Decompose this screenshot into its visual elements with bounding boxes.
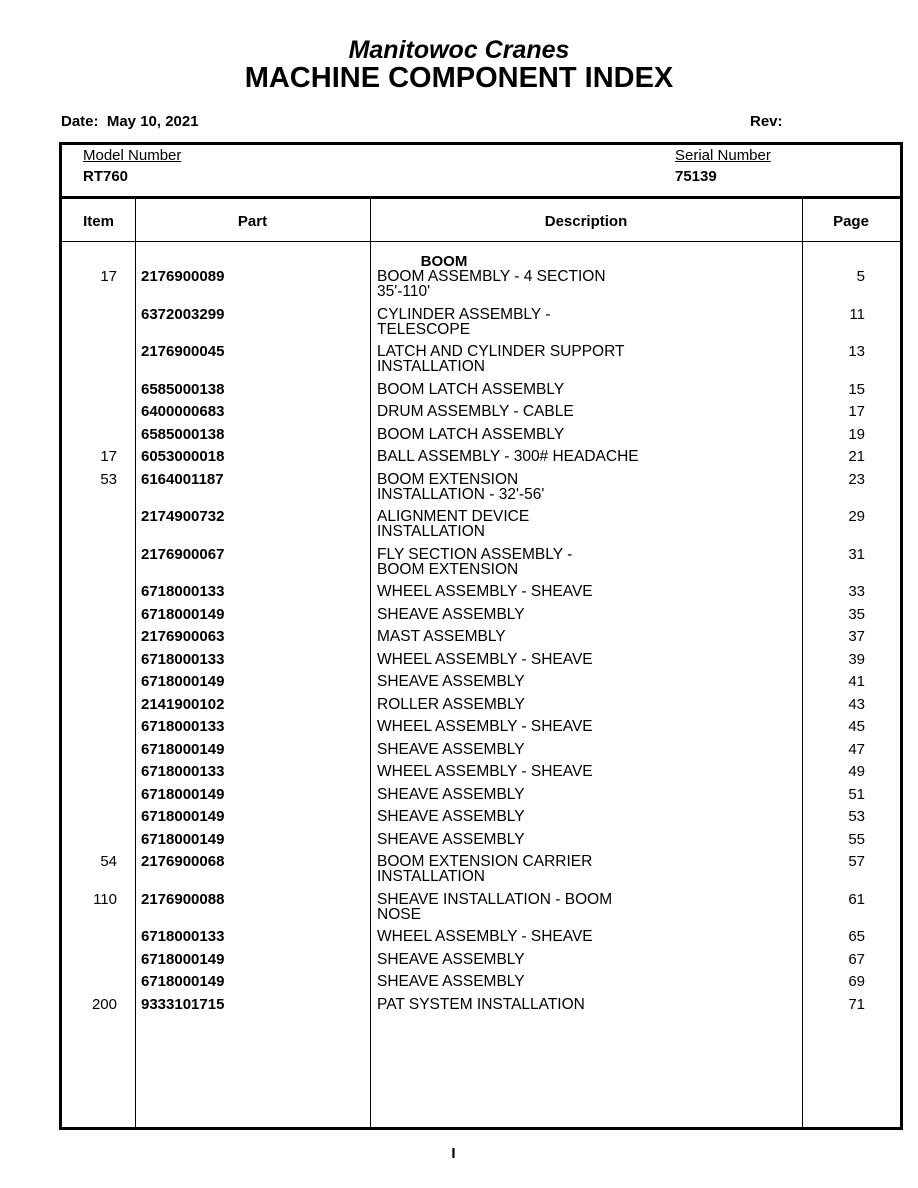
table-row bbox=[62, 832, 900, 854]
table-row bbox=[62, 952, 900, 974]
part-number-cell: 2174900732 bbox=[141, 508, 225, 525]
page-cell: 11 bbox=[849, 305, 865, 323]
description-line-2: 35'-110' bbox=[377, 283, 431, 300]
page-number: I bbox=[451, 1145, 456, 1162]
page-cell: 51 bbox=[848, 785, 865, 803]
page-cell: 41 bbox=[848, 673, 865, 690]
table-row bbox=[62, 427, 900, 449]
page-cell: 65 bbox=[848, 928, 865, 945]
page-cell: 37 bbox=[848, 628, 865, 645]
description-line-1: PAT SYSTEM INSTALLATION bbox=[377, 995, 585, 1013]
table-row bbox=[62, 305, 900, 338]
part-number-cell: 6718000149 bbox=[141, 605, 225, 623]
page-cell: 39 bbox=[848, 650, 865, 668]
page-cell: 45 bbox=[848, 718, 865, 735]
part-number-cell: 6718000149 bbox=[141, 673, 225, 690]
description-line-1: MAST ASSEMBLY bbox=[377, 628, 506, 645]
table-row bbox=[62, 787, 900, 809]
table-row bbox=[62, 545, 900, 578]
table-row bbox=[62, 508, 900, 540]
component-table bbox=[59, 196, 903, 1130]
description-line-2: NOSE bbox=[377, 905, 421, 923]
item-cell: 17 bbox=[100, 268, 117, 285]
page-cell: 53 bbox=[848, 808, 865, 825]
description-line-1: SHEAVE ASSEMBLY bbox=[377, 740, 525, 758]
part-number-cell: 2176900088 bbox=[141, 890, 225, 908]
description-line-1: WHEEL ASSEMBLY - SHEAVE bbox=[377, 650, 593, 668]
part-number-cell: 6718000149 bbox=[141, 830, 225, 848]
item-cell: 110 bbox=[93, 890, 117, 908]
table-row bbox=[62, 929, 900, 951]
item-cell: 53 bbox=[100, 470, 117, 488]
table-row bbox=[62, 404, 900, 426]
description-line-1: DRUM ASSEMBLY - CABLE bbox=[377, 403, 574, 420]
table-row bbox=[62, 890, 900, 923]
description-line-1: BOOM ASSEMBLY - 4 SECTION bbox=[377, 268, 606, 285]
part-number-cell: 6718000133 bbox=[141, 928, 225, 945]
page-cell: 71 bbox=[848, 995, 865, 1013]
page-cell: 33 bbox=[848, 583, 865, 600]
table-row bbox=[62, 607, 900, 629]
page-cell: 43 bbox=[848, 695, 865, 713]
description-line-2: INSTALLATION bbox=[377, 523, 485, 540]
machine-info-box bbox=[59, 142, 903, 199]
page-cell: 13 bbox=[848, 343, 865, 360]
description-line-1: BALL ASSEMBLY - 300# HEADACHE bbox=[377, 448, 639, 465]
page-cell: 57 bbox=[848, 853, 865, 870]
page-cell: 15 bbox=[848, 380, 865, 398]
table-row bbox=[62, 809, 900, 831]
part-number-cell: 6718000133 bbox=[141, 583, 225, 600]
description-line-1: SHEAVE ASSEMBLY bbox=[377, 950, 525, 968]
description-line-1: FLY SECTION ASSEMBLY - bbox=[377, 545, 573, 563]
page-cell: 19 bbox=[848, 425, 865, 443]
table-row bbox=[62, 742, 900, 764]
model-number-value: RT760 bbox=[83, 168, 129, 185]
page-cell: 23 bbox=[848, 470, 865, 488]
part-number-cell: 6585000138 bbox=[141, 380, 225, 398]
part-number-cell: 6718000149 bbox=[141, 950, 225, 968]
table-row bbox=[62, 470, 900, 503]
table-row bbox=[62, 268, 900, 300]
description-line-1: SHEAVE ASSEMBLY bbox=[377, 808, 525, 825]
table-row bbox=[62, 853, 900, 885]
part-number-cell: 2176900045 bbox=[141, 343, 225, 360]
column-header-page: Page bbox=[833, 213, 869, 230]
part-number-cell: 6718000149 bbox=[141, 808, 225, 825]
section-heading: BOOM bbox=[420, 253, 468, 270]
description-line-1: SHEAVE ASSEMBLY bbox=[377, 830, 525, 848]
part-number-cell: 6718000149 bbox=[141, 973, 225, 990]
description-line-2: BOOM EXTENSION bbox=[377, 560, 519, 578]
table-row bbox=[62, 382, 900, 404]
table-row bbox=[62, 343, 900, 375]
document-date: Date: May 10, 2021 bbox=[61, 113, 199, 130]
part-number-cell: 6718000149 bbox=[141, 740, 225, 758]
table-row bbox=[62, 697, 900, 719]
part-number-cell: 2176900067 bbox=[141, 545, 225, 563]
column-header-description: Description bbox=[544, 213, 628, 230]
description-line-1: WHEEL ASSEMBLY - SHEAVE bbox=[377, 763, 593, 780]
page-cell: 35 bbox=[848, 605, 865, 623]
description-line-1: SHEAVE ASSEMBLY bbox=[377, 605, 525, 623]
part-number-cell: 2176900089 bbox=[141, 268, 225, 285]
part-number-cell: 2176900068 bbox=[141, 853, 225, 870]
table-row bbox=[62, 974, 900, 996]
table-row bbox=[62, 764, 900, 786]
description-line-1: SHEAVE ASSEMBLY bbox=[377, 785, 525, 803]
description-line-1: LATCH AND CYLINDER SUPPORT bbox=[377, 343, 625, 360]
part-number-cell: 6053000018 bbox=[141, 448, 225, 465]
description-line-2: INSTALLATION - 32'-56' bbox=[377, 485, 545, 503]
description-line-1: WHEEL ASSEMBLY - SHEAVE bbox=[377, 718, 593, 735]
header-divider bbox=[62, 241, 900, 242]
description-line-1: BOOM EXTENSION CARRIER bbox=[377, 853, 593, 870]
part-number-cell: 6400000683 bbox=[141, 403, 225, 420]
part-number-cell: 6718000133 bbox=[141, 763, 225, 780]
part-number-cell: 6718000133 bbox=[141, 650, 225, 668]
description-line-2: INSTALLATION bbox=[377, 868, 485, 885]
description-line-1: SHEAVE ASSEMBLY bbox=[377, 973, 525, 990]
part-number-cell: 6372003299 bbox=[141, 305, 225, 323]
page-cell: 31 bbox=[848, 545, 865, 563]
description-line-1: SHEAVE ASSEMBLY bbox=[377, 673, 525, 690]
page-cell: 55 bbox=[848, 830, 865, 848]
description-line-2: INSTALLATION bbox=[377, 358, 485, 375]
page-cell: 67 bbox=[848, 950, 865, 968]
part-number-cell: 2176900063 bbox=[141, 628, 225, 645]
table-row bbox=[62, 652, 900, 674]
item-cell: 17 bbox=[100, 448, 117, 465]
column-header-item: Item bbox=[83, 213, 114, 230]
page-cell: 21 bbox=[848, 448, 865, 465]
page-cell: 29 bbox=[848, 508, 865, 525]
document-title: MACHINE COMPONENT INDEX bbox=[244, 62, 674, 94]
page-cell: 49 bbox=[848, 763, 865, 780]
item-cell: 54 bbox=[100, 853, 117, 870]
company-name: Manitowoc Cranes bbox=[348, 36, 570, 64]
table-row bbox=[62, 584, 900, 606]
description-line-1: BOOM EXTENSION bbox=[377, 470, 519, 488]
page-cell: 17 bbox=[848, 403, 865, 420]
description-line-1: CYLINDER ASSEMBLY - bbox=[377, 305, 551, 323]
page-cell: 69 bbox=[848, 973, 865, 990]
part-number-cell: 9333101715 bbox=[141, 995, 225, 1013]
description-line-2: TELESCOPE bbox=[377, 320, 471, 338]
description-line-1: SHEAVE INSTALLATION - BOOM bbox=[377, 890, 613, 908]
page-cell: 61 bbox=[848, 890, 865, 908]
part-number-cell: 6585000138 bbox=[141, 425, 225, 443]
page-cell: 47 bbox=[848, 740, 865, 758]
column-header-part: Part bbox=[237, 213, 268, 230]
description-line-1: ALIGNMENT DEVICE bbox=[377, 508, 530, 525]
model-number-label: Model Number bbox=[83, 147, 182, 164]
description-line-1: BOOM LATCH ASSEMBLY bbox=[377, 380, 565, 398]
page-cell: 5 bbox=[856, 268, 865, 285]
description-line-1: ROLLER ASSEMBLY bbox=[377, 695, 525, 713]
table-row bbox=[62, 719, 900, 741]
item-cell: 200 bbox=[91, 995, 117, 1013]
table-row bbox=[62, 997, 900, 1019]
part-number-cell: 6718000133 bbox=[141, 718, 225, 735]
serial-number-value: 75139 bbox=[675, 168, 717, 185]
table-row bbox=[62, 629, 900, 651]
description-line-1: BOOM LATCH ASSEMBLY bbox=[377, 425, 565, 443]
table-row bbox=[62, 674, 900, 696]
part-number-cell: 2141900102 bbox=[141, 695, 225, 713]
serial-number-label: Serial Number bbox=[675, 147, 771, 164]
description-line-1: WHEEL ASSEMBLY - SHEAVE bbox=[377, 928, 593, 945]
part-number-cell: 6164001187 bbox=[141, 470, 224, 488]
revision-label: Rev: bbox=[750, 113, 783, 130]
description-line-1: WHEEL ASSEMBLY - SHEAVE bbox=[377, 583, 593, 600]
part-number-cell: 6718000149 bbox=[141, 785, 225, 803]
table-row bbox=[62, 449, 900, 471]
